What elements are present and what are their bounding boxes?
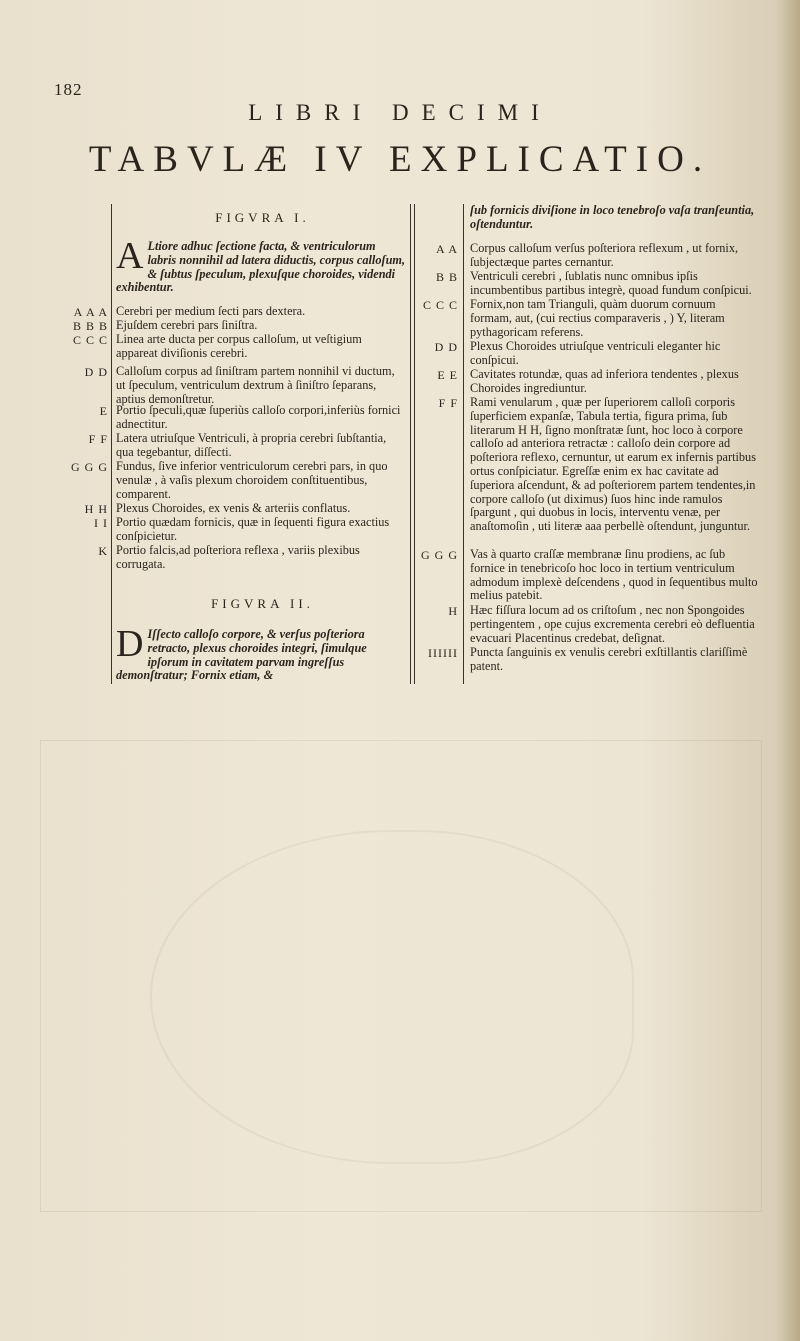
book-title: LIBRI DECIMI bbox=[248, 100, 552, 125]
entry-text: Portio falcis,ad poſteriora reflexa , variis plexibus corrugata. bbox=[116, 543, 360, 571]
entry-text: Corpus calloſum verſus poſteriora reflexum , ut fornix, ſubjectæque partes cernantur. bbox=[470, 241, 739, 269]
entry-label: C C C bbox=[72, 333, 108, 347]
entry-label: B B bbox=[435, 270, 458, 284]
entry-label: G G G bbox=[71, 460, 108, 474]
figure-1-intro-text: Ltiore adhuc ſectione facta, & ventriculorum labris nonnihil ad latera diductis, corpus calloſum, & ſubtus ſpeculum, plexuſque choroides, videndi exhibentur. bbox=[116, 239, 406, 295]
entry-text: Puncta ſanguinis ex venulis cerebri exſtillantis clariſſimè patent. bbox=[470, 645, 748, 673]
entry-text: Plexus Choroides utriuſque ventriculi eleganter hic conſpicui. bbox=[470, 339, 721, 367]
entry-label: C C C bbox=[422, 298, 458, 312]
bleed-through-figure bbox=[150, 830, 634, 1164]
entry-text: Fornix,non tam Trianguli, quàm duorum cornuum formam, aut, (cui rectius comparaveris , ) Y, literam pythagoricam referens. bbox=[470, 297, 725, 339]
entry-label: D D bbox=[84, 365, 108, 379]
figure-2-dropcap: D bbox=[116, 623, 144, 665]
entry-text: Ejuſdem cerebri pars ſiniſtra. bbox=[116, 318, 258, 332]
entry-label: H H bbox=[84, 502, 108, 516]
figure-1-intro bbox=[116, 235, 406, 295]
entry-label: IIIIII bbox=[428, 646, 458, 660]
figure-1-heading: FIGVRA I. bbox=[215, 210, 310, 225]
entry-label: B B B bbox=[72, 319, 108, 333]
plate-title: TABVLÆ IV EXPLICATIO. bbox=[88, 139, 712, 180]
figure-2-intro-text: Iſſecto calloſo corpore, & verſus poſteriora retracto, plexus choroides integri, ſimulque ipſorum in cavitatem parvam ingreſſus demonſtratur; Fornix etiam, & bbox=[116, 627, 367, 683]
entry-label: D D bbox=[434, 340, 458, 354]
entry-text: Portio ſpeculi,quæ ſuperiùs calloſo corpori,inferiùs fornici adnectitur. bbox=[116, 403, 401, 431]
left-column-rule bbox=[111, 204, 112, 684]
entry-label: F F bbox=[438, 396, 458, 410]
entry-text: Latera utriuſque Ventriculi, à propria cerebri ſubſtantia, qua tegebantur, diſſecti. bbox=[116, 431, 387, 459]
entry-text: Plexus Choroides, ex venis & arteriis conflatus. bbox=[116, 501, 351, 515]
entry-label: F F bbox=[88, 432, 108, 446]
entry-text: Cerebri per medium ſecti pars dextera. bbox=[116, 304, 306, 318]
entry-label: K bbox=[98, 544, 108, 558]
figure-2-intro-continued: ſub fornicis diviſione in loco tenebroſo vaſa tranſeuntia, oſtenduntur. bbox=[470, 203, 755, 231]
entry-label: G G G bbox=[421, 548, 458, 562]
figure-2-heading: FIGVRA II. bbox=[211, 596, 314, 611]
entry-text: Cavitates rotundæ, quas ad inferiora tendentes , plexus Choroides ingrediuntur. bbox=[470, 367, 739, 395]
right-column-rule bbox=[463, 204, 464, 684]
entry-text: Fundus, ſive inferior ventriculorum cerebri pars, in quo venulæ , à vaſis plexum choroidem conſtituentibus, comparent. bbox=[116, 459, 388, 501]
entry-label: I I bbox=[94, 516, 108, 530]
entry-text: Calloſum corpus ad ſiniſtram partem nonnihil vi ductum, ut ſpeculum, ventriculum dextrum à ſiniſtro ſeparans, aptius demonſtretur. bbox=[116, 364, 395, 406]
entry-text: Ventriculi cerebri , ſublatis nunc omnibus ipſis incumbentibus partibus integrè, quoad fundum conſpicui. bbox=[470, 269, 752, 297]
figure-2-intro bbox=[116, 623, 406, 683]
entry-label: A A bbox=[435, 242, 458, 256]
entry-label: A A A bbox=[73, 305, 108, 319]
entry-text: Linea arte ducta per corpus calloſum, ut veſtigium appareat diviſionis cerebri. bbox=[116, 332, 362, 360]
entry-text: Portio quædam fornicis, quæ in ſequenti figura exactius conſpicietur. bbox=[116, 515, 390, 543]
figure-1-dropcap: A bbox=[116, 235, 144, 277]
entry-label: E E bbox=[437, 368, 458, 382]
page-number: 182 bbox=[54, 80, 83, 99]
entry-text: Vas à quarto craſſæ membranæ ſinu prodiens, ac ſub fornice in tenebricoſo hoc loco in tertium ventriculum admodum implexè deſcendens , quod in ſequentibus multo melius patebit. bbox=[470, 547, 758, 603]
entry-label: H bbox=[448, 604, 458, 618]
entry-label: E bbox=[99, 404, 108, 418]
entry-text: Rami venularum , quæ per ſuperiorem calloſi corporis ſuperficiem expanſæ, Tabula tertia, figura prima, ſub literarum H H, ſigno monſtratæ ſunt, hoc loco à corpore calloſo ad anteriora retractæ : calloſo dein corpore ad poſteriora reflexo, cernuntur, ut earum ex infernis partibus ortus conſpiciatur. Egreſſæ enim ex hac cavitate ad ſuperiora aſcendunt, & ad poſteriorem partem tendentes,in corpore calloſo (ut diximus) ſuos hinc inde ramulos ſpargunt , qui duobus in locis, interventu venæ, per anaſtomoſin , uti literæ aaa perbellè oſtendunt, junguntur. bbox=[470, 395, 756, 534]
entry-text: Hæc fiſſura locum ad os criſtoſum , nec non Spongoides pertingentem , ope cujus excrementa cerebri eò defluentia evacuari Placentinus credebat, deſignat. bbox=[470, 603, 755, 645]
